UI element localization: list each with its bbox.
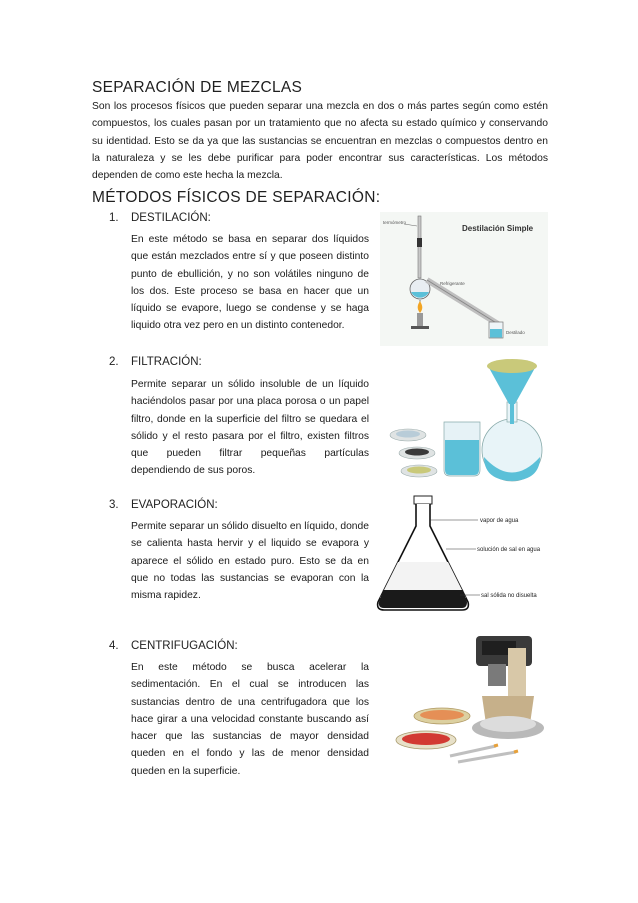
solid-salt xyxy=(379,590,467,608)
body-centrifugacion: En este método se busca acelerar la sedimentación. En el cual se introducen las sustancias dentro de una centrifugadora que los hace girar a una velocidad constante buscando así hacer que las sustancias de mayor densidad queden en el fondo y las de menor densidad queden en la superficie. xyxy=(131,662,369,777)
centrifuge-column xyxy=(508,648,526,696)
label-condenser: Refrigerante xyxy=(440,281,465,286)
section-number: 1. xyxy=(109,212,119,224)
powder-sample xyxy=(396,431,420,438)
centrifuge-figure xyxy=(384,628,548,766)
body-destilacion: En este método se basa en separar dos líquidos que están mezclados entre sí y que poseen distinto punto de ebullición, y no son volátiles ninguno de los dos. Este proceso se basa en hacer que un líquido se evapore, luego se condense y se haga liquido otra vez pero en un distinto contenedor. xyxy=(131,234,369,332)
filtration-figure xyxy=(384,352,548,485)
heading-evaporacion xyxy=(109,499,218,511)
label-vapor: vapor de agua xyxy=(480,518,519,524)
yellow-sample xyxy=(407,467,431,474)
label-solid: sal sólida no disuelta xyxy=(481,593,537,599)
section-heading: EVAPORACIÓN: xyxy=(131,499,218,511)
petri-dish-culture xyxy=(420,710,464,720)
tube-cap xyxy=(514,751,518,752)
section-number: 2. xyxy=(109,356,119,368)
label-distillate: Destilado xyxy=(506,330,525,335)
evaporation-figure xyxy=(374,494,552,616)
rotor-icon xyxy=(480,716,536,732)
petri-dish-culture xyxy=(402,733,450,745)
bunsen-burner xyxy=(417,313,423,327)
beaker-liquid xyxy=(445,440,479,475)
heading-centrifugacion xyxy=(109,640,238,652)
section-heading: CENTRIFUGACIÓN: xyxy=(131,640,238,652)
dark-sample xyxy=(405,449,429,456)
filter-residue xyxy=(487,359,537,373)
section-number: 4. xyxy=(109,640,119,652)
section-number: 3. xyxy=(109,499,119,511)
section-heading: FILTRACIÓN: xyxy=(131,356,202,368)
stopper xyxy=(417,238,422,247)
label-thermometer: termómetro xyxy=(383,220,407,225)
distillation-figure xyxy=(380,212,548,346)
body-evaporacion: Permite separar un sólido disuelto en líquido, donde se calienta hasta hervir y el liquido se evapora y aparece el sólido en estado puro. Esto se da en que no todas las sustancias se evaporan con la misma rapidez. xyxy=(131,521,369,602)
section-heading-methods: MÉTODOS FÍSICOS DE SEPARACIÓN: xyxy=(92,189,381,206)
flask-stopper xyxy=(414,496,432,504)
heading-filtracion xyxy=(109,356,202,368)
label-solution: solución de sal en agua xyxy=(477,547,541,553)
section-heading: DESTILACIÓN: xyxy=(131,212,211,224)
tube-cap xyxy=(494,745,498,746)
distillate-liquid xyxy=(490,329,502,338)
funnel-stem xyxy=(510,404,514,424)
intro-paragraph: Son los procesos físicos que pueden separar una mezcla en dos o más partes según como estén compuestos, los cuales pasan por un tratamiento que no afecta su estado químico y conservando su identidad. Esto se da ya que las sustancias se encuentran en mezclas o compuestos dentro en la naturaleza y se les debe purificar para poder encontrar sus características. Los métodos dependen de como este hecha la mezcla. xyxy=(92,101,548,182)
page-title: SEPARACIÓN DE MEZCLAS xyxy=(92,79,303,96)
control-panel xyxy=(488,664,506,686)
heading-destilacion xyxy=(109,212,211,224)
body-filtracion: Permite separar un sólido insoluble de un líquido haciéndolos pasar por una placa porosa o un papel filtro, donde en la superficie del filtro se quedara el sólido y el resto pasara por el filtro, existen filtros que pueden filtrar pequeñas partículas dependiendo de sus poros. xyxy=(131,379,369,477)
burner-base xyxy=(411,326,429,329)
figure-title: Destilación Simple xyxy=(462,224,534,233)
